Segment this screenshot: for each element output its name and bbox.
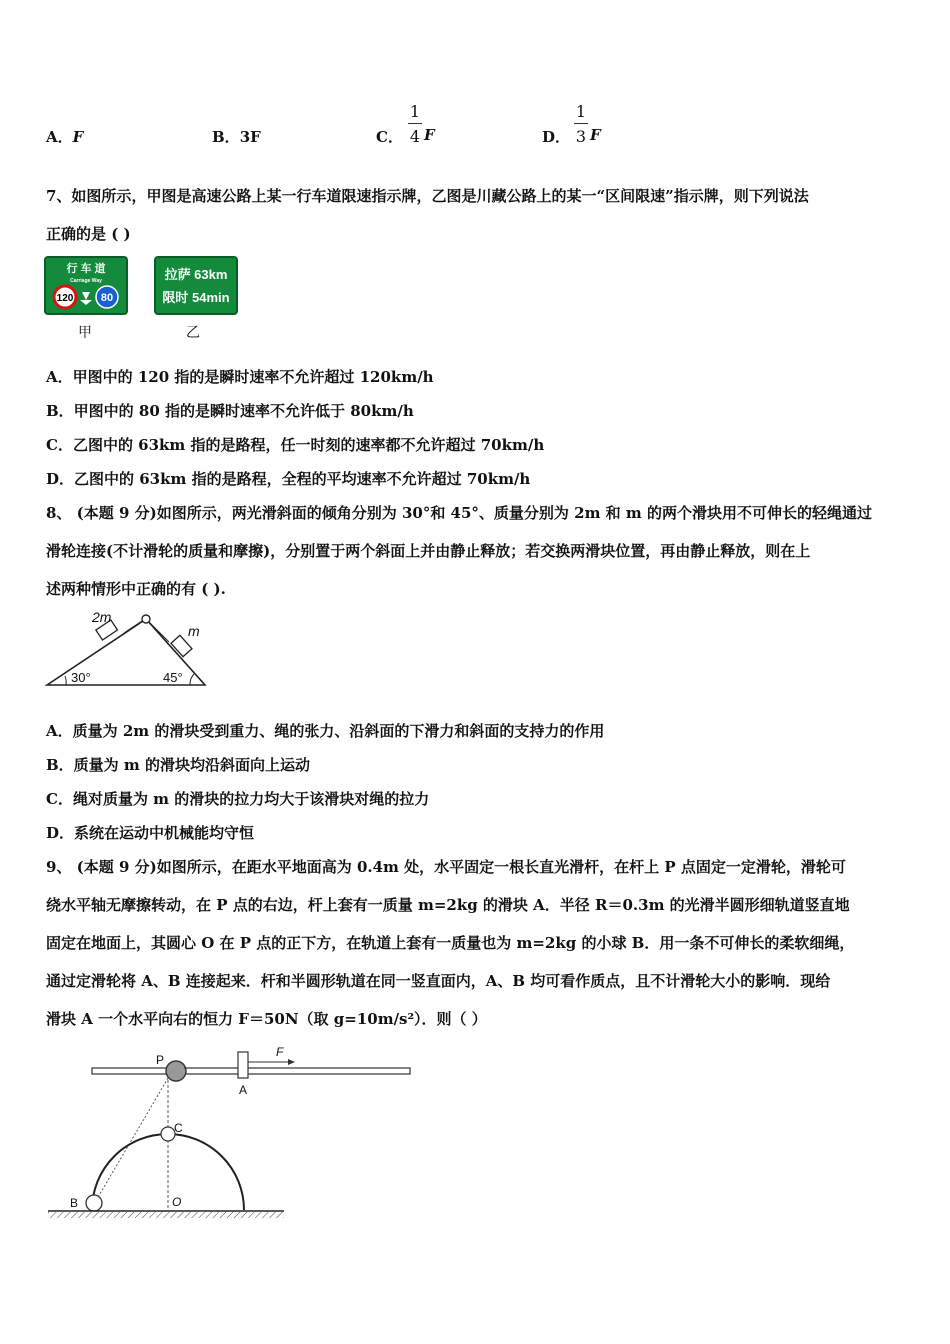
q8-option-c: C．绳对质量为 m 的滑块的拉力均大于该滑块对绳的拉力 <box>46 790 430 808</box>
q8-label-2m: 2m <box>92 609 112 625</box>
q6-c-value: F <box>424 126 435 144</box>
sign-yi-line2: 限时 54min <box>162 290 230 305</box>
q8-label-m: m <box>188 623 200 639</box>
q9-stem-line5: 滑块 A 一个水平向右的恒力 F＝50N（取 g=10m/s²）．则（ ） <box>46 1010 487 1028</box>
q6-option-a: A．F <box>46 128 84 146</box>
q8-option-d: D．系统在运动中机械能均守恒 <box>46 824 255 842</box>
sign-jia <box>44 256 128 316</box>
q9-ground-hatch <box>48 1212 284 1218</box>
q8-angle-arc-right <box>190 674 194 685</box>
q9-label-p: P <box>156 1053 165 1067</box>
q8-stem-line2: 滑轮连接(不计滑轮的质量和摩擦)，分别置于两个斜面上并由静止释放；若交换两滑块位置，再由静止释放，则在上 <box>46 542 811 560</box>
q6-d-denominator: 3 <box>575 127 587 146</box>
q8-option-b: B．质量为 m 的滑块均沿斜面向上运动 <box>46 756 310 774</box>
q6-d-fraction-bar <box>574 123 588 124</box>
q8-stem-line3: 述两种情形中正确的有 ( ). <box>46 580 226 598</box>
q7-stem-line1: 7、如图所示，甲图是高速公路上某一行车道限速指示牌，乙图是川藏公路上的某一“区间限速”指示牌，则下列说法 <box>46 187 809 205</box>
q9-stem-line3: 固定在地面上，其圆心 O 在 P 点的正下方，在轨道上套有一质量也为 m=2kg 的小球 B．用一条不可伸长的柔软细绳， <box>46 934 855 952</box>
q8-angle-left: 30° <box>71 670 91 685</box>
sign-jia-caption: 甲 <box>78 325 92 341</box>
q8-rope-left <box>124 621 142 633</box>
q9-rod <box>92 1068 410 1074</box>
q7-stem-line2: 正确的是 ( ) <box>46 225 131 243</box>
q9-label-b: B <box>70 1196 79 1210</box>
q6-options <box>46 102 746 156</box>
q9-point-c <box>161 1127 175 1141</box>
q9-ball-b <box>86 1195 102 1211</box>
q9-label-o: O <box>172 1195 182 1209</box>
q8-angle-arc-left <box>65 676 66 685</box>
q9-label-a: A <box>239 1083 248 1097</box>
q9-label-f: F <box>276 1045 284 1059</box>
q6-d-value: F <box>590 126 601 144</box>
sign-jia-max-label: 120 <box>56 293 74 304</box>
q9-rope-to-b <box>94 1078 168 1204</box>
q6-option-c: C． <box>376 128 403 146</box>
sign-jia-subtitle: Carriage Way <box>70 278 102 284</box>
q9-stem-line4: 通过定滑轮将 A、B 连接起来．杆和半圆形轨道在同一竖直面内，A、B 均可看作质点，且不计滑轮大小的影响．现给 <box>46 972 831 990</box>
q8-incline-figure <box>44 606 210 690</box>
sign-yi-line1: 拉萨 63km <box>164 267 228 282</box>
sign-jia-min-label: 80 <box>100 292 114 304</box>
q8-rope-right <box>149 622 169 642</box>
q9-slider-a <box>238 1052 248 1078</box>
sign-yi-board <box>155 257 237 314</box>
q6-c-denominator: 4 <box>409 127 421 146</box>
q7-option-a: A．甲图中的 120 指的是瞬时速率不允许超过 120km/h <box>46 368 434 386</box>
sign-yi <box>154 256 238 316</box>
q8-stem-line1: 8、 (本题 9 分)如图所示，两光滑斜面的倾角分别为 30°和 45°、质量分别为 2m 和 m 的两个滑块用不可伸长的轻绳通过 <box>46 504 873 522</box>
q8-pulley <box>142 615 150 623</box>
q9-stem-line2: 绕水平轴无摩擦转动，在 P 点的右边，杆上套有一质量 m=2kg 的滑块 A．半径 R＝0.3m 的光滑半圆形细轨道竖直地 <box>46 896 850 914</box>
q6-c-fraction-bar <box>408 123 422 124</box>
sign-jia-title: 行 车 道 <box>66 263 106 275</box>
sign-yi-caption: 乙 <box>186 325 200 341</box>
q8-angle-right: 45° <box>163 670 183 685</box>
q7-option-c: C．乙图中的 63km 指的是路程，任一时刻的速率都不允许超过 70km/h <box>46 436 545 454</box>
q6-c-numerator: 1 <box>409 102 421 121</box>
q9-pulley-p <box>166 1061 186 1081</box>
q6-option-b: B．3F <box>212 128 261 146</box>
q9-figure <box>44 1040 416 1226</box>
q9-label-c: C <box>174 1121 183 1135</box>
q6-option-d: D． <box>542 128 571 146</box>
q7-option-b: B．甲图中的 80 指的是瞬时速率不允许低于 80km/h <box>46 402 414 420</box>
q7-option-d: D．乙图中的 63km 指的是路程，全程的平均速率不允许超过 70km/h <box>46 470 531 488</box>
q8-option-a: A．质量为 2m 的滑块受到重力、绳的张力、沿斜面的下滑力和斜面的支持力的作用 <box>46 722 605 740</box>
q9-force-arrowhead <box>288 1059 295 1065</box>
q9-stem-line1: 9、 (本题 9 分)如图所示，在距水平地面高为 0.4m 处，水平固定一根长直光滑杆，在杆上 P 点固定一定滑轮，滑轮可 <box>46 858 846 876</box>
q6-d-numerator: 1 <box>575 102 587 121</box>
